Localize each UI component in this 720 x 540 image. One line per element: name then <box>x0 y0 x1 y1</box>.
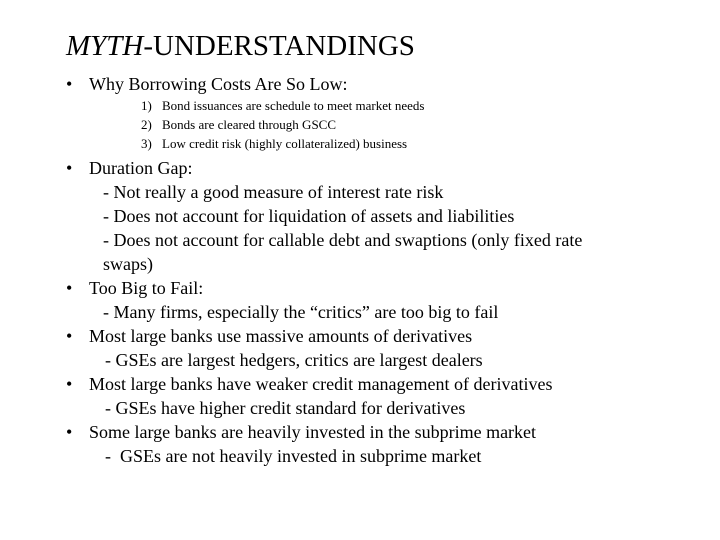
sub-point: - Not really a good measure of interest rate risk <box>103 182 444 202</box>
bullet-derivatives-usage <box>66 324 472 348</box>
sub-point: - Does not account for callable debt and swaptions (only fixed rate <box>103 230 583 250</box>
sub-point: - GSEs are largest hedgers, critics are largest dealers <box>105 350 483 370</box>
bullet-borrowing-costs <box>66 72 348 96</box>
bullet-marker: • <box>66 158 73 178</box>
sub-point: - Many firms, especially the “critics” are too big to fail <box>103 302 499 322</box>
bullet-text: Why Borrowing Costs Are So Low: <box>89 74 348 94</box>
sub-point: - Does not account for liquidation of assets and liabilities <box>103 206 515 226</box>
bullet-marker: • <box>66 74 73 94</box>
numbered-item-text: Low credit risk (highly collateralized) business <box>162 136 408 151</box>
bullet-too-big-to-fail <box>66 276 203 300</box>
slide-title <box>66 28 415 64</box>
slide-title-rest: -UNDERSTANDINGS <box>143 30 415 62</box>
bullet-text: Most large banks use massive amounts of derivatives <box>89 326 473 346</box>
numbered-item-text: Bond issuances are schedule to meet market needs <box>162 98 425 113</box>
bullet-text: Duration Gap: <box>89 158 193 178</box>
numbered-item-number: 2) <box>141 117 152 132</box>
bullet-subprime <box>66 420 536 444</box>
bullet-text: Too Big to Fail: <box>89 278 204 298</box>
numbered-item <box>141 97 424 115</box>
numbered-item <box>141 135 407 153</box>
bullet-duration-gap <box>66 156 192 180</box>
numbered-item <box>141 116 336 134</box>
sub-point: - GSEs have higher credit standard for derivatives <box>105 398 466 418</box>
bullet-text: Most large banks have weaker credit management of derivatives <box>89 374 553 394</box>
bullet-marker: • <box>66 422 73 442</box>
numbered-item-number: 3) <box>141 136 152 151</box>
bullet-text: Some large banks are heavily invested in the subprime market <box>89 422 537 442</box>
slide-title-italic: MYTH <box>66 30 144 62</box>
numbered-item-text: Bonds are cleared through GSCC <box>162 117 337 132</box>
numbered-item-number: 1) <box>141 98 152 113</box>
bullet-marker: • <box>66 278 73 298</box>
sub-point: swaps) <box>103 254 153 274</box>
bullet-credit-management <box>66 372 553 396</box>
sub-point: - GSEs are not heavily invested in subprime market <box>105 446 482 466</box>
bullet-marker: • <box>66 326 73 346</box>
bullet-marker: • <box>66 374 73 394</box>
